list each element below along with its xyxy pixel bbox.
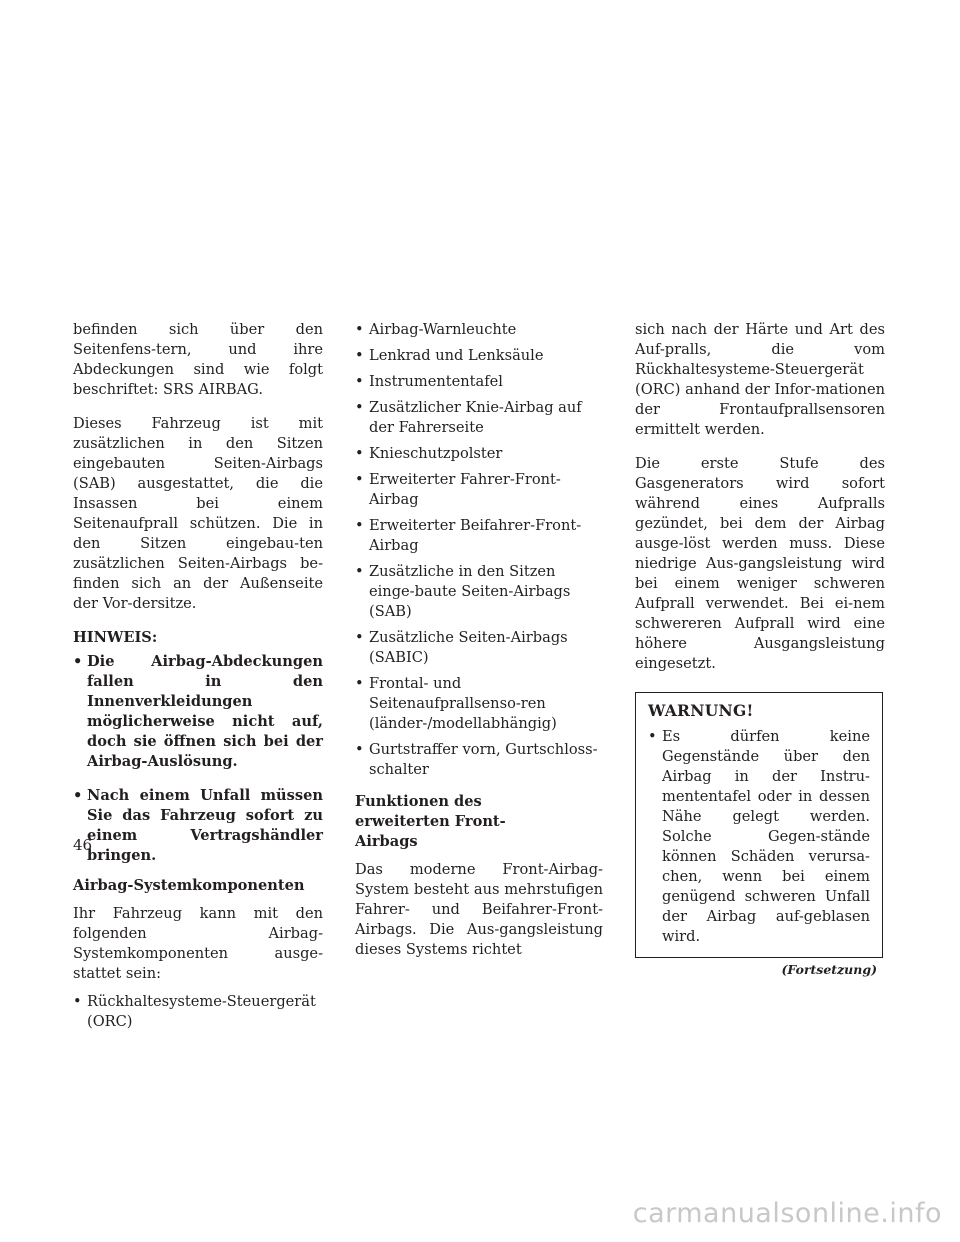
note-heading: HINWEIS: xyxy=(73,629,158,646)
bullet-icon: • xyxy=(355,563,364,580)
bullet-icon: • xyxy=(355,399,364,416)
column-middle xyxy=(355,320,603,974)
bullet-icon: • xyxy=(355,373,364,390)
list-item: • Airbag-Warnleuchte xyxy=(355,321,517,338)
list-item: • Zusätzlicher Knie-Airbag auf der Fahrerseite xyxy=(355,399,582,436)
intro-paragraph: befinden sich über den Seitenfens-tern, und ihre Abdeckungen sind wie folgt beschriftet: SRS AIRBAG. xyxy=(73,321,323,398)
components-list-start xyxy=(73,992,323,1032)
bullet-icon: • xyxy=(355,321,364,338)
bullet-icon: • xyxy=(648,728,657,745)
bullet-icon: • xyxy=(73,653,83,670)
generator-paragraph: Die erste Stufe des Gasgenerators wird sofort während eines Aufpralls gezündet, bei dem der Airbag ausge-löst werden muss. Diese niedrige Aus-gangsleistung wird bei einem weniger schweren Aufprall verwendet. Bei ei-nem schwereren Aufprall wird eine höhere Ausgangsleistung eingesetzt. xyxy=(635,455,885,672)
list-item: • Zusätzliche Seiten-Airbags (SABIC) xyxy=(355,629,568,666)
note-list xyxy=(73,652,323,866)
column-left xyxy=(73,320,323,1038)
warning-item: • Es dürfen keine Gegenstände über den Airbag in der Instru-mententafel oder in dessen Nähe gelegt werden. Solche Gegen-stände können Schäden verursa-chen, wenn bei einem genügend schweren Unfall der Airbag auf-geblasen wird. xyxy=(648,728,870,945)
sab-paragraph: Dieses Fahrzeug ist mit zusätzlichen in den Sitzen eingebauten Seiten-Airbags (SAB) ausgestattet, die die Insassen bei einem Seitenaufprall schützen. Die in den Sitzen eingebau-ten zusätzlichen Seiten-Airbags be-finden sich an der Außenseite der Vor-dersitze. xyxy=(73,415,323,612)
bullet-icon: • xyxy=(355,517,364,534)
watermark: carmanualsonline.info xyxy=(632,1198,942,1229)
severity-paragraph: sich nach der Härte und Art des Auf-pralls, die vom Rückhaltesysteme-Steuergerät (ORC) anhand der Infor-mationen der Frontaufprallsensoren ermittelt werden. xyxy=(635,321,885,438)
bullet-icon: • xyxy=(355,675,364,692)
note-item: • Nach einem Unfall müssen Sie das Fahrzeug sofort zu einem Vertragshändler bringen. xyxy=(73,787,323,864)
bullet-icon: • xyxy=(355,471,364,488)
list-item: • Zusätzliche in den Sitzen einge-baute Seiten-Airbags (SAB) xyxy=(355,563,571,620)
bullet-icon: • xyxy=(73,993,82,1010)
bullet-icon: • xyxy=(355,629,364,646)
components-list xyxy=(355,320,603,780)
bullet-icon: • xyxy=(355,741,364,758)
page-number: 46 xyxy=(73,836,93,854)
column-right xyxy=(635,320,885,980)
warning-box xyxy=(635,692,883,958)
components-heading: Airbag-Systemkomponenten xyxy=(73,877,305,894)
list-item: • Instrumententafel xyxy=(355,373,503,390)
list-item: • Knieschutzpolster xyxy=(355,445,503,462)
list-item: • Erweiterter Beifahrer-Front-Airbag xyxy=(355,517,582,554)
functions-heading: Funktionen des erweiterten Front-Airbags xyxy=(355,793,506,850)
functions-paragraph: Das moderne Front-Airbag-System besteht aus mehrstufigen Fahrer- und Beifahrer-Front-Airbags. Die Aus-gangsleistung dieses Systems richtet xyxy=(355,861,603,958)
list-item: • Lenkrad und Lenksäule xyxy=(355,347,544,364)
bullet-icon: • xyxy=(73,787,83,804)
components-intro: Ihr Fahrzeug kann mit den folgenden Airbag-Systemkomponenten ausge-stattet sein: xyxy=(73,905,323,982)
list-item: • Gurtstraffer vorn, Gurtschloss-schalter xyxy=(355,741,598,778)
list-item: • Rückhaltesysteme-Steuergerät (ORC) xyxy=(73,993,316,1030)
note-item: • Die Airbag-Abdeckungen fallen in den Innenverkleidungen möglicherweise nicht auf, doch sie öffnen sich bei der Airbag-Auslösung. xyxy=(73,653,323,770)
list-item: • Frontal- und Seitenaufprallsenso-ren (länder-/modellabhängig) xyxy=(355,675,557,732)
warning-list xyxy=(648,727,870,947)
continuation-note: (Fortsetzung) xyxy=(781,962,877,977)
bullet-icon: • xyxy=(355,347,364,364)
bullet-icon: • xyxy=(355,445,364,462)
list-item: • Erweiterter Fahrer-Front-Airbag xyxy=(355,471,561,508)
warning-title: WARNUNG! xyxy=(648,701,754,720)
